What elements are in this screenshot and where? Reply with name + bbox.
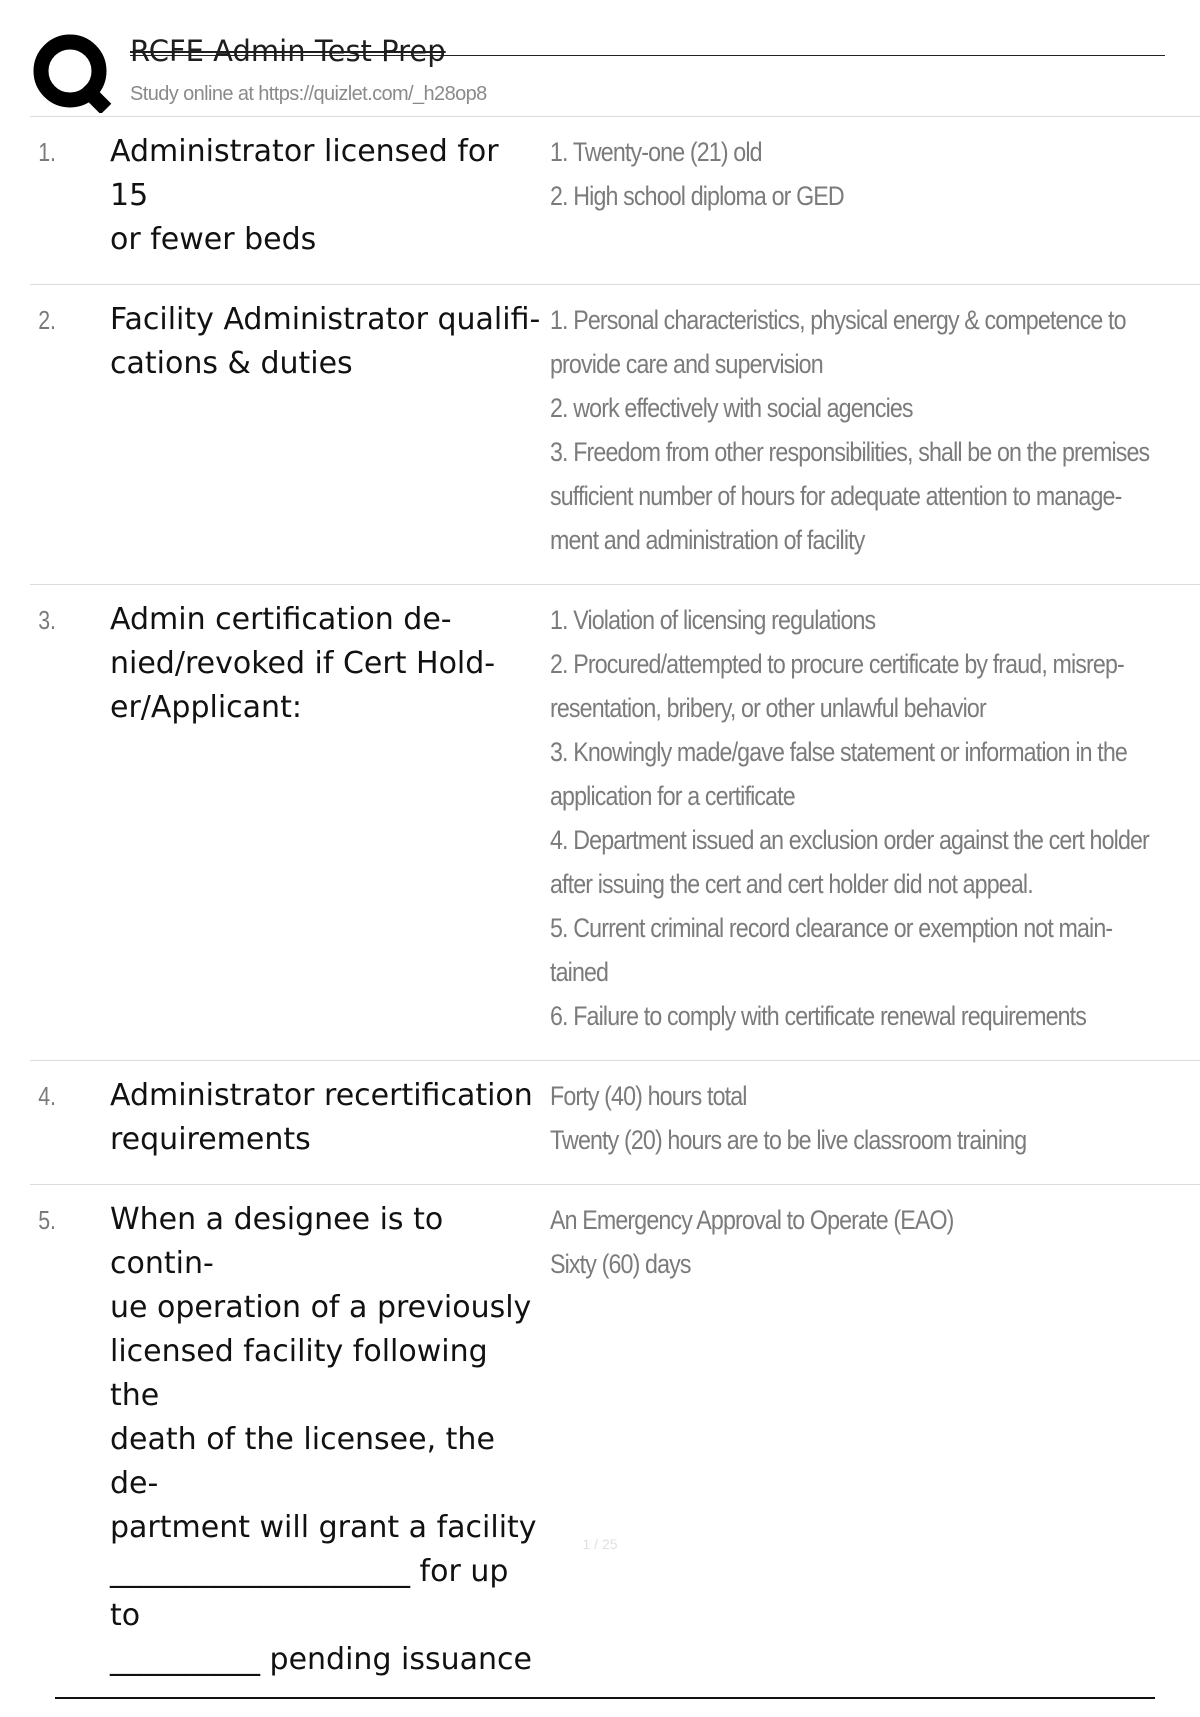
definition-line: 2. work effectively with social agencies <box>550 393 913 423</box>
term-line: or fewer beds <box>110 222 317 257</box>
term-line: Admin certification de- <box>110 602 452 637</box>
header-divider <box>30 116 1200 117</box>
card-number: 2. <box>38 305 56 335</box>
card-definition <box>550 1074 1200 1162</box>
card-term <box>110 130 550 262</box>
term-line: __________ pending issuance <box>110 1642 532 1677</box>
term-line: requirements <box>110 1122 311 1157</box>
definition-line: 2. Procured/attempted to procure certificate by fraud, misrep- <box>550 649 1124 679</box>
study-online-link[interactable]: Study online at https://quizlet.com/_h28op8 <box>130 83 487 105</box>
card-definition <box>550 130 1200 218</box>
term-line: Facility Administrator qualifi- <box>110 302 541 337</box>
definition-line: 4. Department issued an exclusion order against the cert holder <box>550 825 1149 855</box>
definition-line: tained <box>550 957 609 987</box>
card-number: 3. <box>38 605 56 635</box>
term-line: ____________________ for up to <box>110 1554 509 1633</box>
flashcard-row <box>30 130 1200 285</box>
card-term <box>110 1198 550 1682</box>
definition-line: provide care and supervision <box>550 349 823 379</box>
flashcard-row <box>30 1198 1200 1704</box>
term-line: nied/revoked if Cert Hold- <box>110 646 496 681</box>
card-number: 5. <box>38 1205 56 1235</box>
term-line: Administrator recertification <box>110 1078 533 1113</box>
term-line: Administrator licensed for 15 <box>110 134 499 213</box>
definition-line: 1. Twenty-one (21) old <box>550 137 762 167</box>
card-number: 1. <box>38 137 56 167</box>
definition-line: after issuing the cert and cert holder did not appeal. <box>550 869 1033 899</box>
definition-line: sufficient number of hours for adequate attention to manage- <box>550 481 1122 511</box>
document-title: RCFE Admin Test Prep <box>130 34 446 68</box>
term-line: death of the licensee, the de- <box>110 1422 495 1501</box>
definition-line: 5. Current criminal record clearance or exemption not main- <box>550 913 1113 943</box>
definition-line: Twenty (20) hours are to be live classroom training <box>550 1125 1027 1155</box>
term-line: partment will grant a facility <box>110 1510 537 1545</box>
flashcard-row <box>30 298 1200 585</box>
definition-line: An Emergency Approval to Operate (EAO) <box>550 1205 954 1235</box>
definition-line: resentation, bribery, or other unlawful behavior <box>550 693 986 723</box>
card-number: 4. <box>38 1081 56 1111</box>
card-term <box>110 1074 550 1162</box>
card-definition <box>550 298 1200 562</box>
flashcard-list <box>30 130 1200 1717</box>
definition-line: 3. Knowingly made/gave false statement or information in the <box>550 737 1127 767</box>
definition-line: Forty (40) hours total <box>550 1081 747 1111</box>
definition-line: 1. Personal characteristics, physical energy & competence to <box>550 305 1126 335</box>
definition-line: 6. Failure to comply with certificate renewal requirements <box>550 1001 1087 1031</box>
definition-line: 2. High school diploma or GED <box>550 181 844 211</box>
page-header <box>32 30 1192 120</box>
definition-line: 1. Violation of licensing regulations <box>550 605 876 635</box>
flashcard-row <box>30 1074 1200 1185</box>
term-line: cations & duties <box>110 346 353 381</box>
card-term <box>110 298 550 386</box>
card-definition <box>550 1198 1200 1286</box>
definition-line: ment and administration of facility <box>550 525 865 555</box>
term-line: licensed facility following the <box>110 1334 488 1413</box>
flashcard-row <box>30 598 1200 1061</box>
card-definition <box>550 598 1200 1038</box>
footer-rule <box>55 1697 1155 1699</box>
definition-line: application for a certificate <box>550 781 795 811</box>
term-line: er/Applicant: <box>110 690 302 725</box>
card-term <box>110 598 550 730</box>
term-line: When a designee is to contin- <box>110 1202 444 1281</box>
quizlet-logo-icon <box>32 33 112 113</box>
term-line: ue operation of a previously <box>110 1290 532 1325</box>
definition-line: Sixty (60) days <box>550 1249 691 1279</box>
definition-line: 3. Freedom from other responsibilities, shall be on the premises <box>550 437 1150 467</box>
page-number: 1 / 25 <box>582 1536 618 1552</box>
